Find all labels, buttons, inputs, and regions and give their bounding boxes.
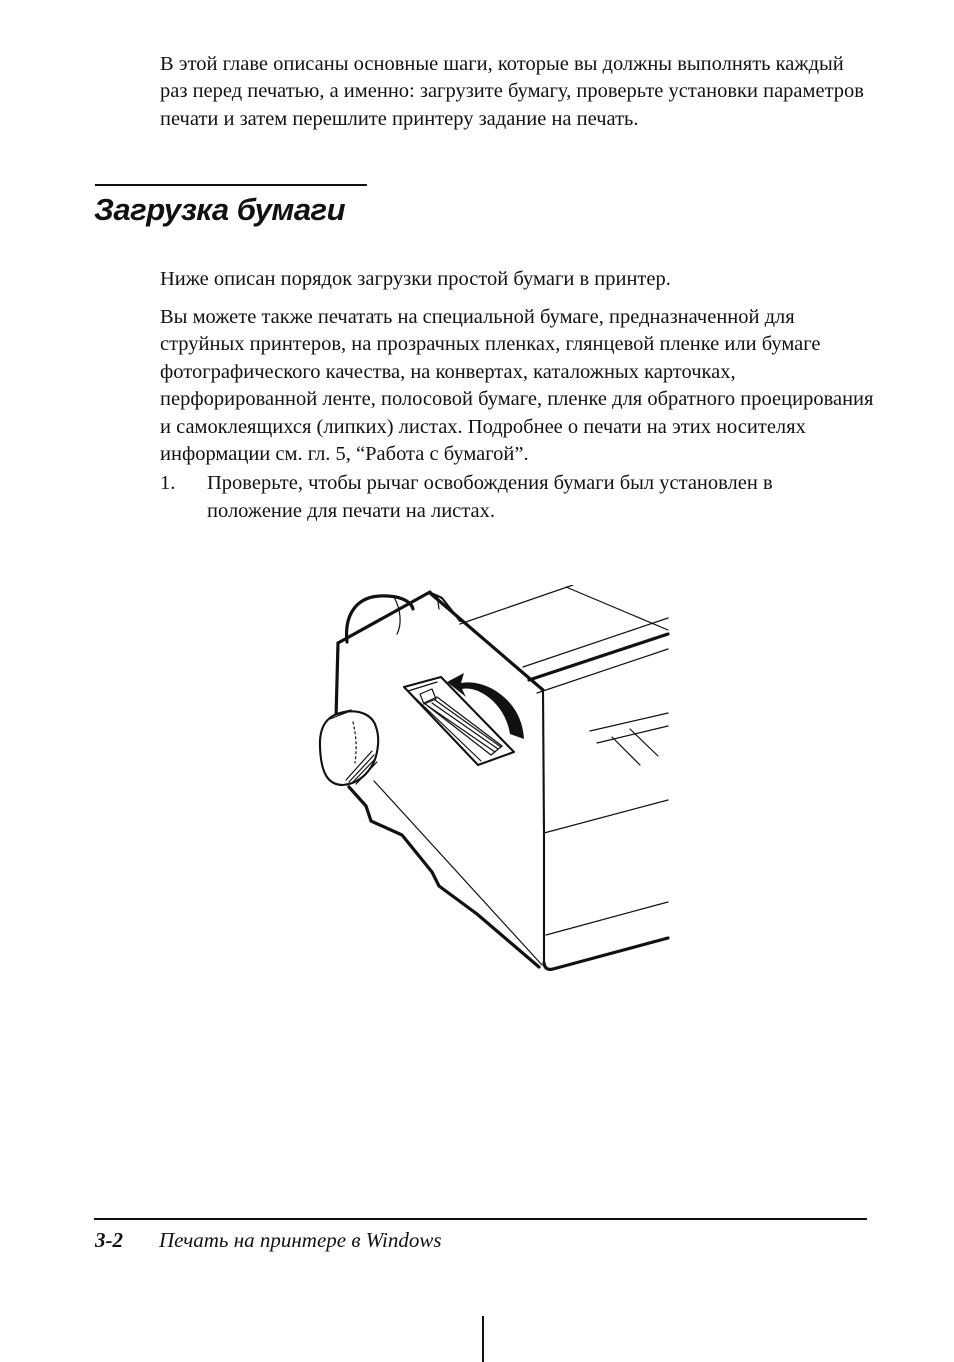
numbered-step-1 bbox=[160, 470, 876, 525]
section-divider-rule bbox=[95, 184, 367, 186]
section-paragraph-2: Вы можете также печатать на специальной бумаге, предназначенной для струйных принтеров, на прозрачных пленках, глянцевой пленке или бумаге фотографического качества, на конвертах, каталожных карточках, перфорированной ленте, полосовой бумаге, пленке для обратного проецирования и самоклеящихся (липких) листах. Подробнее о печати на этих носителях информации см. гл. 5, “Работа с бумагой”. bbox=[160, 305, 874, 465]
section-paragraph-1: Ниже описан порядок загрузки простой бумаги в принтер. bbox=[160, 267, 671, 290]
footer-page-number: 3-2 bbox=[95, 1228, 123, 1252]
intro-paragraph: В этой главе описаны основные шаги, которые вы должны выполнять каждый раз перед печатью, а именно: загрузите бумагу, проверьте установки параметров печати и затем перешлите принтеру задание на печать. bbox=[160, 52, 864, 130]
section-title: Загрузка бумаги bbox=[94, 192, 346, 227]
page-footer bbox=[95, 1228, 875, 1253]
footer-chapter-title: Печать на принтере в Windows bbox=[159, 1228, 442, 1252]
step-number: 1. bbox=[160, 472, 176, 494]
footer-rule bbox=[94, 1218, 867, 1220]
crop-mark bbox=[482, 1316, 484, 1362]
step-text: Проверьте, чтобы рычаг освобождения бумаги был установлен в положение для печати на листах. bbox=[207, 472, 773, 522]
printer-paper-release-lever-illustration-icon bbox=[310, 585, 670, 985]
